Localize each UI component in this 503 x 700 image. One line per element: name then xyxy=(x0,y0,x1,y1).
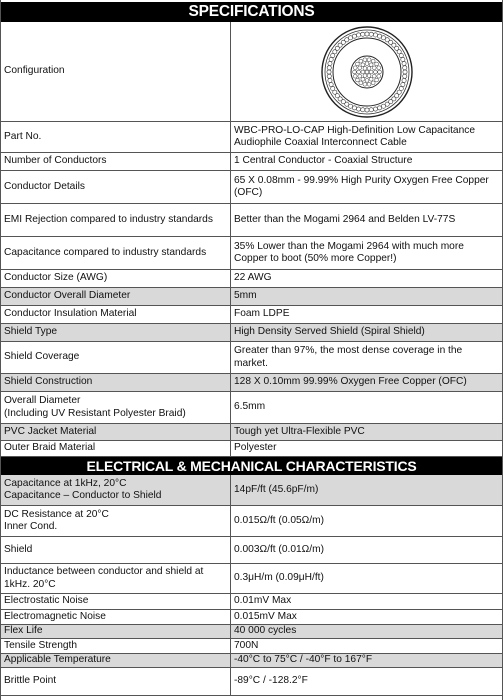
conductor-strand xyxy=(360,77,364,81)
conductor-strand xyxy=(372,74,376,78)
spec-row xyxy=(1,342,502,374)
elec-value: -40°C to 75°C / -40°F to 167°F xyxy=(234,654,373,666)
spec-value: High Density Served Shield (Spiral Shield) xyxy=(234,326,425,338)
conductor-strand xyxy=(352,70,356,74)
elec-label: Inductance between conductor and shield at 1kHz. 20°C xyxy=(1,564,231,593)
shield-strand xyxy=(326,69,330,73)
elec-value: -89°C / -128.2°F xyxy=(234,675,308,687)
spec-row xyxy=(1,424,502,441)
spec-row xyxy=(1,171,502,204)
elec-label: Electrostatic Noise xyxy=(1,594,231,609)
elec-value: 14pF/ft (45.6pF/m) xyxy=(234,483,319,495)
elec-label: DC Resistance at 20°C Inner Cond. xyxy=(1,506,231,536)
shield-strand xyxy=(399,53,403,57)
conductor-strand xyxy=(374,78,378,82)
spec-row xyxy=(1,153,502,171)
conductor-strand xyxy=(373,70,377,74)
spec-label: Conductor Overall Diameter xyxy=(1,288,231,305)
shield-strand xyxy=(369,32,373,36)
elec-row xyxy=(1,506,502,537)
conductor-strand xyxy=(376,74,380,78)
elec-label: Applicable Temperature xyxy=(1,654,231,667)
spec-label: PVC Jacket Material xyxy=(1,424,231,440)
conductor-strand xyxy=(355,78,359,82)
spec-label: Shield Type xyxy=(1,324,231,341)
spec-value: 6.5mm xyxy=(234,401,266,413)
spec-value: 1 Central Conductor - Coaxial Structure xyxy=(234,155,413,167)
shield-strand xyxy=(377,34,381,38)
conductor-strand xyxy=(357,74,361,78)
shield-strand xyxy=(352,105,356,109)
shield-strand xyxy=(373,32,377,36)
shield-strand xyxy=(327,65,331,69)
elec-label: Flex Life xyxy=(1,625,231,638)
spec-row xyxy=(1,441,502,457)
shield-strand xyxy=(330,86,334,90)
conductor-strand xyxy=(367,57,371,61)
spec-label: Shield Construction xyxy=(1,374,231,391)
spec-row xyxy=(1,392,502,424)
shield-strand xyxy=(381,104,385,108)
shield-strand xyxy=(352,34,356,38)
spec-row-configuration xyxy=(1,22,502,122)
elec-value: 0.003Ω/ft (0.01Ω/m) xyxy=(234,543,324,555)
spec-value: WBC-PRO-LO-CAP High-Definition Low Capacitance Audiophile Coaxial Interconnect Cable xyxy=(234,124,476,148)
conductor-strand xyxy=(360,62,364,66)
shield-strand xyxy=(356,32,360,36)
conductor-strand xyxy=(371,80,375,84)
shield-strand xyxy=(327,61,331,65)
shield-strand xyxy=(402,65,406,69)
spec-label: Conductor Insulation Material xyxy=(1,306,231,323)
conductor-strand xyxy=(356,70,360,74)
conductor-strand xyxy=(369,62,373,66)
conductor-strand xyxy=(374,62,378,66)
conductor-strand xyxy=(357,65,361,69)
conductor-strand xyxy=(371,59,375,63)
elec-row xyxy=(1,654,502,668)
spec-value: 65 X 0.08mm - 99.99% High Purity Oxygen Free Copper (OFC) xyxy=(234,174,489,198)
elec-row xyxy=(1,610,502,625)
spec-value: Better than the Mogami 2964 and Belden LV-77S xyxy=(234,213,456,225)
elec-row xyxy=(1,594,502,610)
spec-label: Outer Braid Material xyxy=(1,441,231,456)
elec-row xyxy=(1,475,502,506)
conductor-strand xyxy=(353,74,357,78)
shield-strand xyxy=(329,57,333,61)
shield-strand xyxy=(356,106,360,110)
conductor-strand xyxy=(358,59,362,63)
conductor-strand xyxy=(376,65,380,69)
conductor-strand xyxy=(362,57,366,61)
elec-row xyxy=(1,639,502,654)
spec-value: Greater than 97%, the most dense coverage in the market. xyxy=(234,345,463,369)
shield-strand xyxy=(348,35,352,39)
conductor-strand xyxy=(363,66,367,70)
shield-strand xyxy=(401,78,405,82)
shield-strand xyxy=(329,82,333,86)
spec-label: Capacitance compared to industry standards xyxy=(1,237,231,269)
conductor-strand xyxy=(367,73,371,77)
elec-value: 40 000 cycles xyxy=(234,625,297,637)
spec-row xyxy=(1,204,502,237)
elec-row xyxy=(1,625,502,639)
coaxial-cable-cross-section-icon xyxy=(319,24,415,120)
elec-value: 0.3μH/m (0.09μH/ft) xyxy=(234,572,324,584)
conductor-strand xyxy=(353,65,357,69)
elec-value: 0.015mV Max xyxy=(234,610,297,622)
elec-value: 0.01mV Max xyxy=(234,595,292,607)
elec-value: 0.015Ω/ft (0.05Ω/m) xyxy=(234,514,324,526)
spec-row xyxy=(1,270,502,288)
conductor-strand xyxy=(367,82,371,86)
spec-label: Shield Coverage xyxy=(1,342,231,373)
conductor-strand xyxy=(358,80,362,84)
spec-label: EMI Rejection compared to industry standards xyxy=(1,204,231,236)
shield-strand xyxy=(327,74,331,78)
conductor-strand xyxy=(355,62,359,66)
spec-value: 22 AWG xyxy=(234,272,272,284)
elec-label: Brittle Point xyxy=(1,668,231,695)
spec-value: Foam LDPE xyxy=(234,308,290,320)
spec-label: Overall Diameter (Including UV Resistant Polyester Braid) xyxy=(1,392,231,423)
shield-strand xyxy=(360,107,364,111)
conductor-strand xyxy=(369,77,373,81)
shield-strand xyxy=(364,31,368,35)
elec-label: Tensile Strength xyxy=(1,639,231,653)
specifications-header: SPECIFICATIONS xyxy=(1,2,502,22)
shield-strand xyxy=(377,105,381,109)
elec-label: Electromagnetic Noise xyxy=(1,610,231,624)
conductor-strand xyxy=(362,82,366,86)
spec-label: Conductor Size (AWG) xyxy=(1,270,231,287)
shield-strand xyxy=(364,107,368,111)
spec-row xyxy=(1,324,502,342)
elec-row xyxy=(1,564,502,594)
spec-label: Part No. xyxy=(1,122,231,152)
spec-row xyxy=(1,374,502,392)
spec-value: Tough yet Ultra-Flexible PVC xyxy=(234,425,365,437)
shield-strand xyxy=(400,82,404,86)
spec-row xyxy=(1,237,502,270)
spec-value-image xyxy=(231,22,502,121)
spec-row-part-no xyxy=(1,122,502,153)
spec-row xyxy=(1,306,502,324)
conductor-strand xyxy=(365,78,369,82)
shield-strand xyxy=(360,32,364,36)
spec-label: Configuration xyxy=(1,22,231,121)
conductor-strand xyxy=(365,70,369,74)
shield-strand xyxy=(401,61,405,65)
elec-row xyxy=(1,668,502,696)
conductor-strand xyxy=(372,65,376,69)
spec-label: Number of Conductors xyxy=(1,153,231,170)
conductor-strand xyxy=(377,70,381,74)
shield-strand xyxy=(369,107,373,111)
shield-strand xyxy=(327,78,331,82)
conductor-strand xyxy=(367,66,371,70)
conductor-strand xyxy=(369,70,373,74)
spec-label: Conductor Details xyxy=(1,171,231,203)
conductor-strand xyxy=(365,61,369,65)
spec-value: 128 X 0.10mm 99.99% Oxygen Free Copper (OFC) xyxy=(234,376,467,388)
elec-label: Capacitance at 1kHz, 20°C Capacitance – Conductor to Shield xyxy=(1,475,231,505)
shield-strand xyxy=(373,106,377,110)
elec-label: Shield xyxy=(1,537,231,563)
elec-value: 700N xyxy=(234,639,259,651)
spec-row xyxy=(1,288,502,306)
shield-strand xyxy=(400,57,404,61)
conductor-strand xyxy=(360,70,364,74)
spec-value: 5mm xyxy=(234,290,257,302)
elec-row xyxy=(1,537,502,564)
spec-value: Polyester xyxy=(234,442,277,454)
electrical-header: ELECTRICAL & MECHANICAL CHARACTERISTICS xyxy=(1,457,502,475)
conductor-strand xyxy=(363,73,367,77)
spec-value: 35% Lower than the Mogami 2964 with much more Copper to boot (50% more Copper!) xyxy=(234,240,464,264)
shield-strand xyxy=(402,69,406,73)
shield-strand xyxy=(402,74,406,78)
